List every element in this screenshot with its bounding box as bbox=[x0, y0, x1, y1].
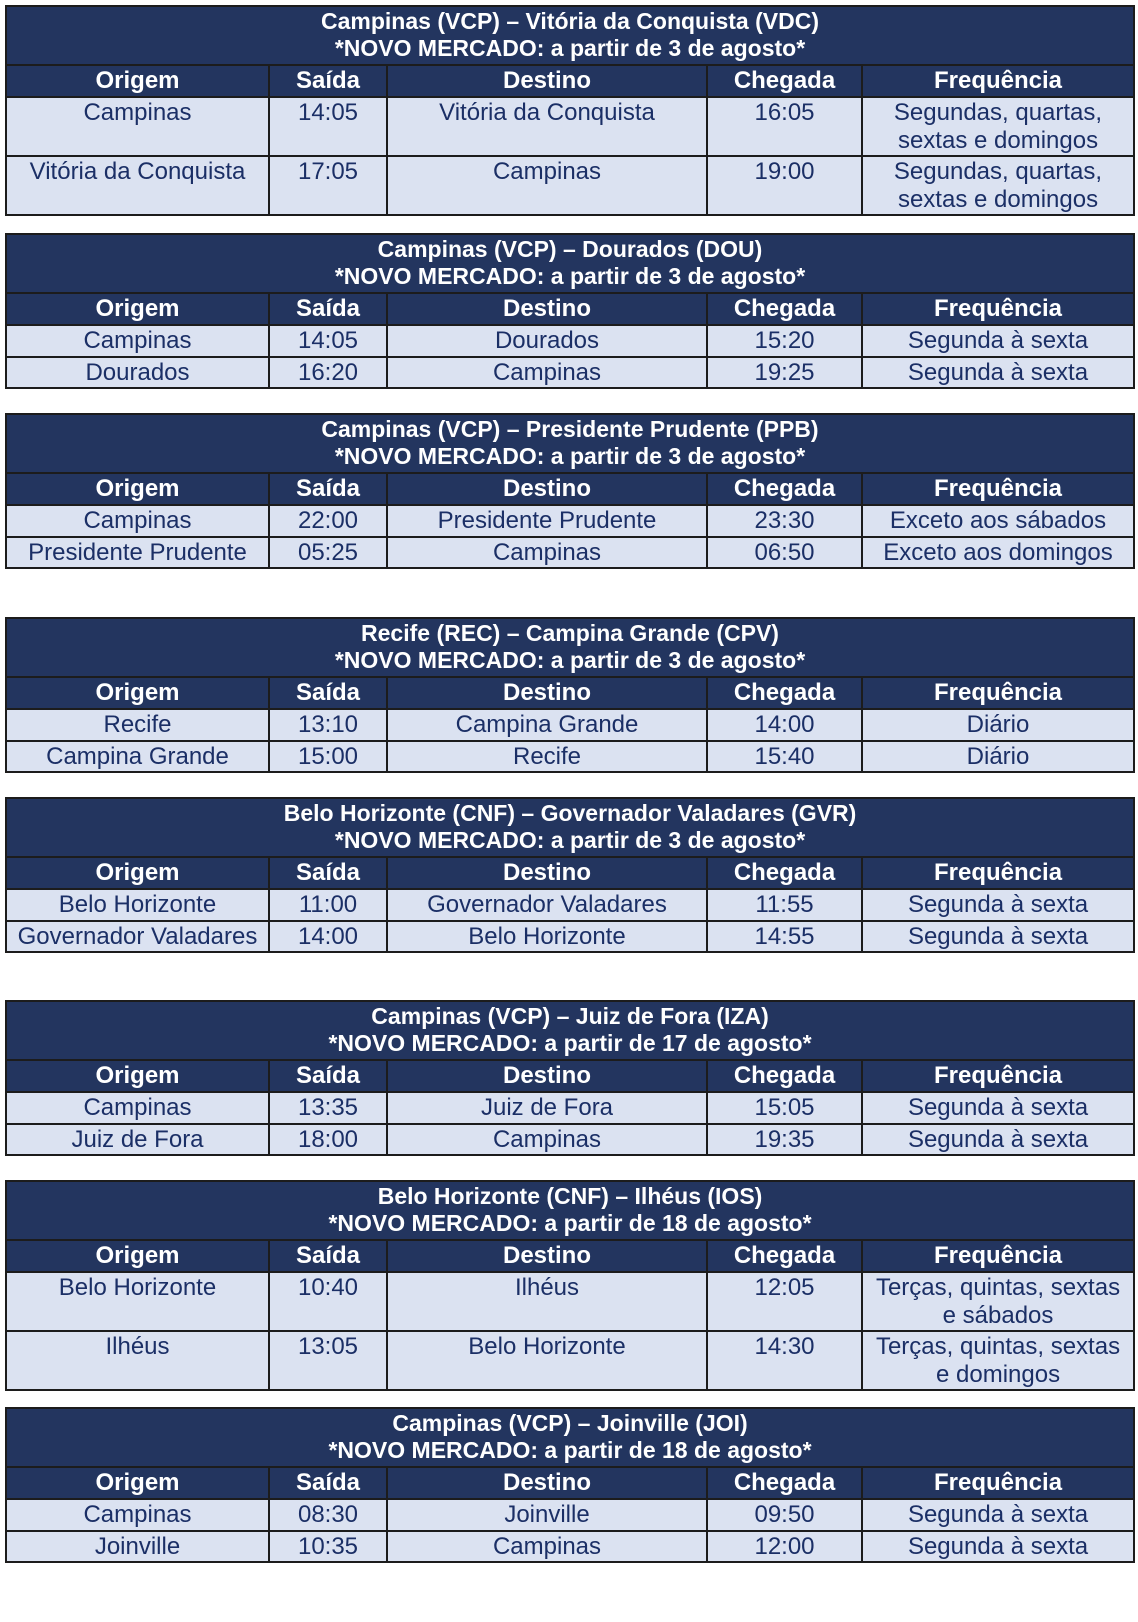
column-header-departure: Saída bbox=[269, 1467, 387, 1499]
departure-cell: 13:05 bbox=[269, 1331, 387, 1390]
route-title-cell bbox=[6, 1001, 1134, 1060]
route-title: Campinas (VCP) – Presidente Prudente (PPB) bbox=[321, 416, 819, 442]
column-header-origin: Origem bbox=[6, 677, 269, 709]
route-title-cell bbox=[6, 234, 1134, 293]
column-header-origin: Origem bbox=[6, 1467, 269, 1499]
column-header-frequency: Frequência bbox=[862, 857, 1134, 889]
origin-cell: Campinas bbox=[6, 97, 269, 156]
frequency-cell: Segunda à sexta bbox=[862, 357, 1134, 389]
column-header-frequency: Frequência bbox=[862, 677, 1134, 709]
header-row bbox=[6, 677, 1134, 709]
table-row bbox=[6, 709, 1134, 741]
column-header-frequency: Frequência bbox=[862, 1240, 1134, 1272]
arrival-cell: 14:55 bbox=[707, 921, 862, 953]
column-header-destination: Destino bbox=[387, 1467, 707, 1499]
table-row bbox=[6, 505, 1134, 537]
frequency-cell: Segunda à sexta bbox=[862, 1499, 1134, 1531]
header-row bbox=[6, 1467, 1134, 1499]
route-title-cell bbox=[6, 1181, 1134, 1240]
route-title-cell bbox=[6, 6, 1134, 65]
origin-cell: Juiz de Fora bbox=[6, 1124, 269, 1156]
header-row bbox=[6, 65, 1134, 97]
origin-cell: Recife bbox=[6, 709, 269, 741]
frequency-cell: Terças, quintas, sextas e domingos bbox=[862, 1331, 1134, 1390]
table-row bbox=[6, 1092, 1134, 1124]
departure-cell: 08:30 bbox=[269, 1499, 387, 1531]
table-row bbox=[6, 1272, 1134, 1331]
header-row bbox=[6, 857, 1134, 889]
origin-cell: Vitória da Conquista bbox=[6, 156, 269, 215]
table-row bbox=[6, 357, 1134, 389]
departure-cell: 14:00 bbox=[269, 921, 387, 953]
destination-cell: Belo Horizonte bbox=[387, 921, 707, 953]
frequency-cell: Exceto aos sábados bbox=[862, 505, 1134, 537]
column-header-destination: Destino bbox=[387, 1240, 707, 1272]
route-table bbox=[5, 5, 1135, 216]
route-title: Campinas (VCP) – Vitória da Conquista (VDC) bbox=[321, 8, 819, 34]
column-header-frequency: Frequência bbox=[862, 65, 1134, 97]
destination-cell: Campina Grande bbox=[387, 709, 707, 741]
route-start-note: *NOVO MERCADO: a partir de 3 de agosto* bbox=[334, 647, 806, 673]
origin-cell: Ilhéus bbox=[6, 1331, 269, 1390]
route-table bbox=[5, 797, 1135, 953]
origin-cell: Belo Horizonte bbox=[6, 889, 269, 921]
column-header-origin: Origem bbox=[6, 65, 269, 97]
column-header-origin: Origem bbox=[6, 473, 269, 505]
column-header-arrival: Chegada bbox=[707, 1060, 862, 1092]
arrival-cell: 09:50 bbox=[707, 1499, 862, 1531]
column-header-destination: Destino bbox=[387, 857, 707, 889]
arrival-cell: 16:05 bbox=[707, 97, 862, 156]
route-start-note: *NOVO MERCADO: a partir de 3 de agosto* bbox=[334, 827, 806, 853]
route-table bbox=[5, 233, 1135, 389]
column-header-origin: Origem bbox=[6, 1060, 269, 1092]
header-row bbox=[6, 473, 1134, 505]
frequency-cell: Segunda à sexta bbox=[862, 1124, 1134, 1156]
table-row bbox=[6, 537, 1134, 569]
route-table bbox=[5, 413, 1135, 569]
departure-cell: 13:35 bbox=[269, 1092, 387, 1124]
destination-cell: Vitória da Conquista bbox=[387, 97, 707, 156]
origin-cell: Belo Horizonte bbox=[6, 1272, 269, 1331]
arrival-cell: 14:00 bbox=[707, 709, 862, 741]
arrival-cell: 12:05 bbox=[707, 1272, 862, 1331]
route-start-note: *NOVO MERCADO: a partir de 3 de agosto* bbox=[334, 35, 806, 61]
route-title-cell bbox=[6, 618, 1134, 677]
arrival-cell: 19:00 bbox=[707, 156, 862, 215]
column-header-origin: Origem bbox=[6, 1240, 269, 1272]
departure-cell: 10:40 bbox=[269, 1272, 387, 1331]
destination-cell: Presidente Prudente bbox=[387, 505, 707, 537]
arrival-cell: 12:00 bbox=[707, 1531, 862, 1563]
column-header-arrival: Chegada bbox=[707, 293, 862, 325]
route-start-note: *NOVO MERCADO: a partir de 18 de agosto* bbox=[328, 1210, 812, 1236]
frequency-cell: Terças, quintas, sextas e sábados bbox=[862, 1272, 1134, 1331]
arrival-cell: 19:35 bbox=[707, 1124, 862, 1156]
table-row bbox=[6, 1124, 1134, 1156]
departure-cell: 14:05 bbox=[269, 97, 387, 156]
column-header-departure: Saída bbox=[269, 857, 387, 889]
destination-cell: Campinas bbox=[387, 156, 707, 215]
route-title: Belo Horizonte (CNF) – Governador Valadares (GVR) bbox=[283, 800, 857, 826]
column-header-departure: Saída bbox=[269, 65, 387, 97]
column-header-destination: Destino bbox=[387, 293, 707, 325]
departure-cell: 22:00 bbox=[269, 505, 387, 537]
destination-cell: Ilhéus bbox=[387, 1272, 707, 1331]
departure-cell: 14:05 bbox=[269, 325, 387, 357]
arrival-cell: 06:50 bbox=[707, 537, 862, 569]
frequency-cell: Segunda à sexta bbox=[862, 1092, 1134, 1124]
table-row bbox=[6, 1499, 1134, 1531]
column-header-destination: Destino bbox=[387, 473, 707, 505]
column-header-frequency: Frequência bbox=[862, 293, 1134, 325]
destination-cell: Campinas bbox=[387, 357, 707, 389]
table-row bbox=[6, 889, 1134, 921]
origin-cell: Campina Grande bbox=[6, 741, 269, 773]
frequency-cell: Diário bbox=[862, 741, 1134, 773]
route-title: Campinas (VCP) – Dourados (DOU) bbox=[377, 236, 763, 262]
column-header-departure: Saída bbox=[269, 1240, 387, 1272]
column-header-frequency: Frequência bbox=[862, 1467, 1134, 1499]
arrival-cell: 11:55 bbox=[707, 889, 862, 921]
frequency-cell: Segunda à sexta bbox=[862, 325, 1134, 357]
table-row bbox=[6, 741, 1134, 773]
table-row bbox=[6, 1331, 1134, 1390]
route-start-note: *NOVO MERCADO: a partir de 17 de agosto* bbox=[328, 1030, 812, 1056]
route-table bbox=[5, 1000, 1135, 1156]
column-header-frequency: Frequência bbox=[862, 473, 1134, 505]
arrival-cell: 14:30 bbox=[707, 1331, 862, 1390]
destination-cell: Joinville bbox=[387, 1499, 707, 1531]
frequency-cell: Diário bbox=[862, 709, 1134, 741]
origin-cell: Campinas bbox=[6, 1092, 269, 1124]
route-start-note: *NOVO MERCADO: a partir de 18 de agosto* bbox=[328, 1437, 812, 1463]
departure-cell: 16:20 bbox=[269, 357, 387, 389]
destination-cell: Campinas bbox=[387, 1531, 707, 1563]
frequency-cell: Segundas, quartas, sextas e domingos bbox=[862, 156, 1134, 215]
frequency-cell: Segundas, quartas, sextas e domingos bbox=[862, 97, 1134, 156]
departure-cell: 10:35 bbox=[269, 1531, 387, 1563]
origin-cell: Campinas bbox=[6, 505, 269, 537]
column-header-destination: Destino bbox=[387, 677, 707, 709]
frequency-cell: Segunda à sexta bbox=[862, 1531, 1134, 1563]
origin-cell: Campinas bbox=[6, 1499, 269, 1531]
frequency-cell: Segunda à sexta bbox=[862, 889, 1134, 921]
arrival-cell: 15:20 bbox=[707, 325, 862, 357]
header-row bbox=[6, 293, 1134, 325]
destination-cell: Governador Valadares bbox=[387, 889, 707, 921]
frequency-cell: Segunda à sexta bbox=[862, 921, 1134, 953]
column-header-destination: Destino bbox=[387, 1060, 707, 1092]
column-header-frequency: Frequência bbox=[862, 1060, 1134, 1092]
destination-cell: Juiz de Fora bbox=[387, 1092, 707, 1124]
origin-cell: Dourados bbox=[6, 357, 269, 389]
table-row bbox=[6, 921, 1134, 953]
destination-cell: Belo Horizonte bbox=[387, 1331, 707, 1390]
departure-cell: 13:10 bbox=[269, 709, 387, 741]
route-title: Belo Horizonte (CNF) – Ilhéus (IOS) bbox=[377, 1183, 763, 1209]
destination-cell: Campinas bbox=[387, 1124, 707, 1156]
route-table bbox=[5, 1180, 1135, 1391]
column-header-departure: Saída bbox=[269, 473, 387, 505]
arrival-cell: 19:25 bbox=[707, 357, 862, 389]
route-title-cell bbox=[6, 414, 1134, 473]
route-title: Campinas (VCP) – Joinville (JOI) bbox=[392, 1410, 748, 1436]
arrival-cell: 15:05 bbox=[707, 1092, 862, 1124]
origin-cell: Presidente Prudente bbox=[6, 537, 269, 569]
route-title-cell bbox=[6, 1408, 1134, 1467]
column-header-departure: Saída bbox=[269, 677, 387, 709]
departure-cell: 05:25 bbox=[269, 537, 387, 569]
column-header-arrival: Chegada bbox=[707, 1240, 862, 1272]
table-row bbox=[6, 1531, 1134, 1563]
departure-cell: 18:00 bbox=[269, 1124, 387, 1156]
origin-cell: Campinas bbox=[6, 325, 269, 357]
column-header-departure: Saída bbox=[269, 293, 387, 325]
route-title: Recife (REC) – Campina Grande (CPV) bbox=[361, 620, 779, 646]
column-header-arrival: Chegada bbox=[707, 65, 862, 97]
destination-cell: Recife bbox=[387, 741, 707, 773]
arrival-cell: 15:40 bbox=[707, 741, 862, 773]
destination-cell: Dourados bbox=[387, 325, 707, 357]
header-row bbox=[6, 1240, 1134, 1272]
column-header-origin: Origem bbox=[6, 293, 269, 325]
column-header-arrival: Chegada bbox=[707, 677, 862, 709]
frequency-cell: Exceto aos domingos bbox=[862, 537, 1134, 569]
destination-cell: Campinas bbox=[387, 537, 707, 569]
column-header-destination: Destino bbox=[387, 65, 707, 97]
column-header-origin: Origem bbox=[6, 857, 269, 889]
route-title: Campinas (VCP) – Juiz de Fora (IZA) bbox=[371, 1003, 769, 1029]
route-start-note: *NOVO MERCADO: a partir de 3 de agosto* bbox=[334, 443, 806, 469]
column-header-arrival: Chegada bbox=[707, 1467, 862, 1499]
table-row bbox=[6, 97, 1134, 156]
column-header-arrival: Chegada bbox=[707, 473, 862, 505]
column-header-departure: Saída bbox=[269, 1060, 387, 1092]
departure-cell: 11:00 bbox=[269, 889, 387, 921]
route-start-note: *NOVO MERCADO: a partir de 3 de agosto* bbox=[334, 263, 806, 289]
route-title-cell bbox=[6, 798, 1134, 857]
departure-cell: 15:00 bbox=[269, 741, 387, 773]
route-table bbox=[5, 617, 1135, 773]
origin-cell: Governador Valadares bbox=[6, 921, 269, 953]
table-row bbox=[6, 156, 1134, 215]
column-header-arrival: Chegada bbox=[707, 857, 862, 889]
arrival-cell: 23:30 bbox=[707, 505, 862, 537]
route-table bbox=[5, 1407, 1135, 1563]
origin-cell: Joinville bbox=[6, 1531, 269, 1563]
header-row bbox=[6, 1060, 1134, 1092]
departure-cell: 17:05 bbox=[269, 156, 387, 215]
table-row bbox=[6, 325, 1134, 357]
